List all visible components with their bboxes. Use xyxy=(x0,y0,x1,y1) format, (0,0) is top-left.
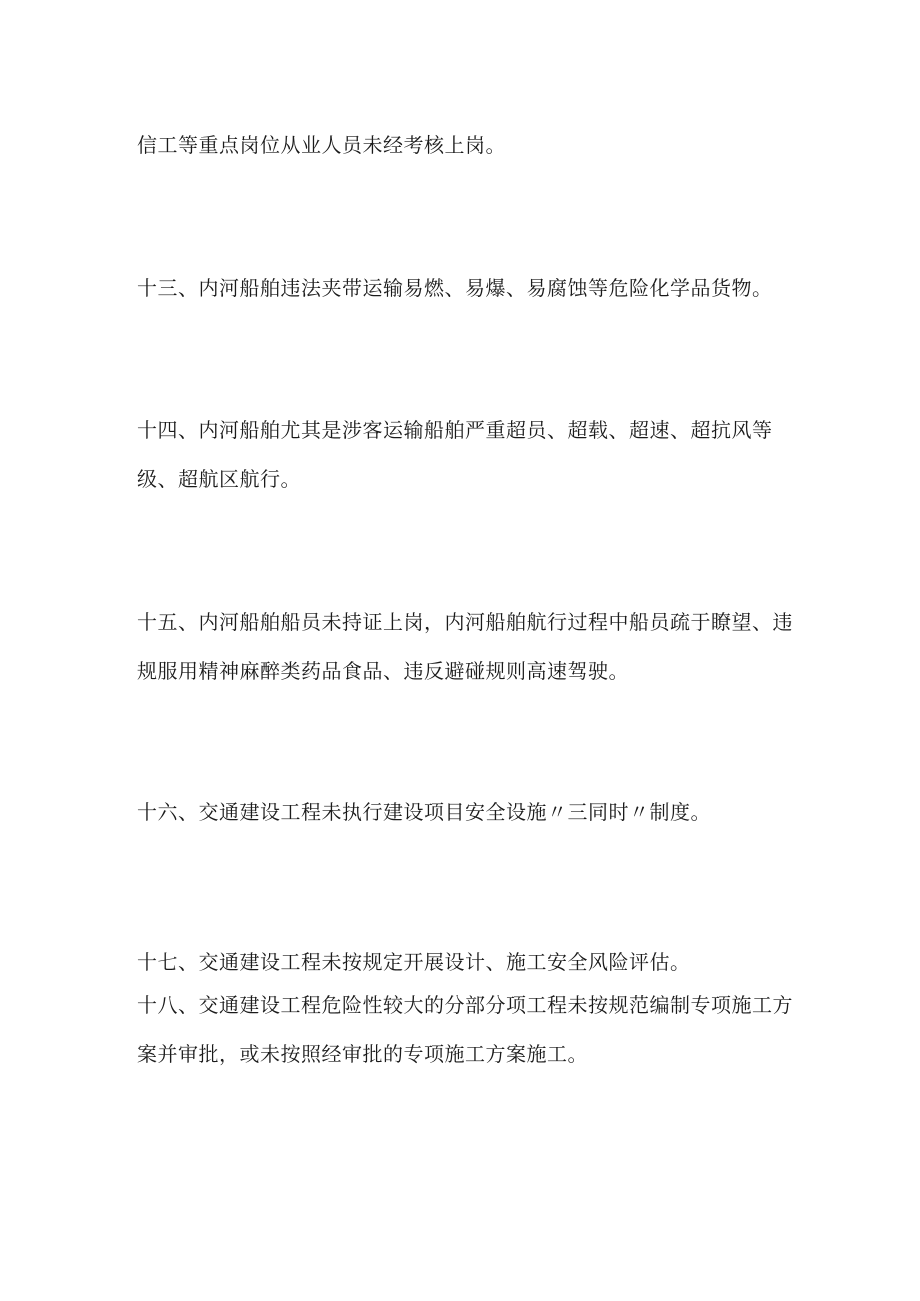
item-17-line: 十七、交通建设工程未按规定开展设计、施工安全风险评估。 xyxy=(137,950,691,974)
item-16-line: 十六、交通建设工程未执行建设项目安全设施〃三同时〃制度。 xyxy=(137,800,711,824)
item-14-line-2: 级、超航区航行。 xyxy=(137,467,301,491)
paragraph-continuation-line: 信工等重点岗位从业人员未经考核上岗。 xyxy=(137,133,506,157)
item-18-line-1: 十八、交通建设工程危险性较大的分部分项工程未按规范编制专项施工方 xyxy=(137,993,793,1017)
item-13-line: 十三、内河船舶违法夹带运输易燃、易爆、易腐蚀等危险化学品货物。 xyxy=(137,276,773,300)
item-14-line-1: 十四、内河船舶尤其是涉客运输船舶严重超员、超载、超速、超抗风等 xyxy=(137,418,773,442)
item-15-line-1: 十五、内河船舶船员未持证上岗，内河船舶航行过程中船员疏于瞭望、违 xyxy=(137,610,793,634)
item-15-line-2: 规服用精神麻醉类药品食品、违反避碰规则高速驾驶。 xyxy=(137,659,629,683)
item-18-line-2: 案并审批，或未按照经审批的专项施工方案施工。 xyxy=(137,1042,588,1066)
